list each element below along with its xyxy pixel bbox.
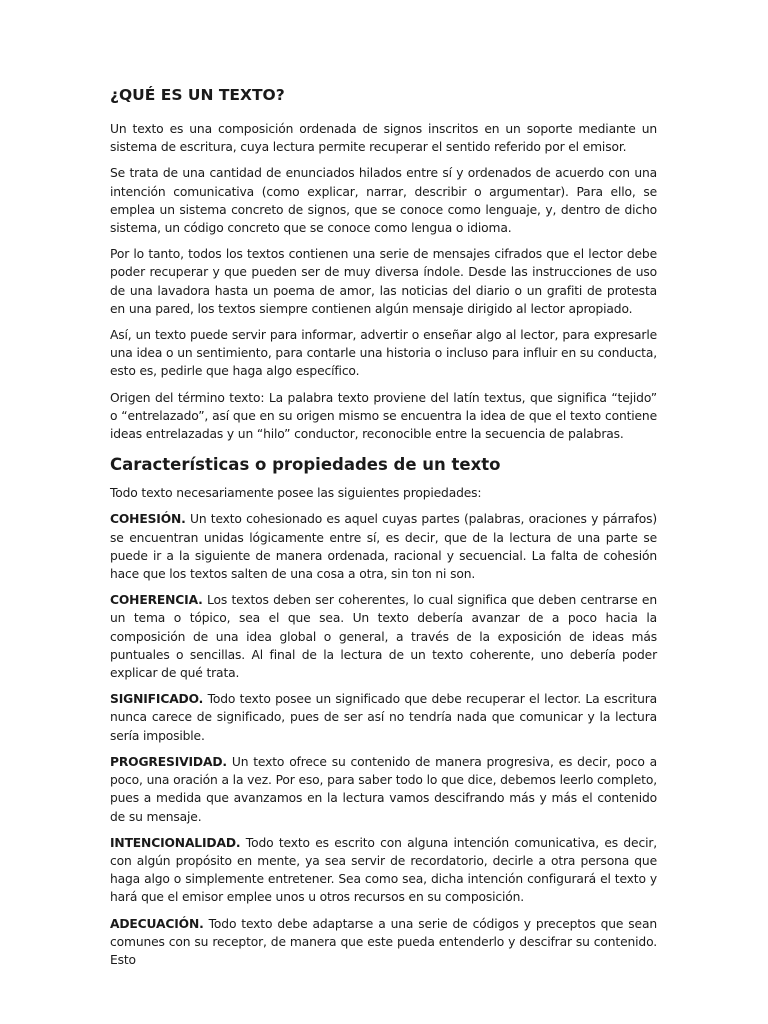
section-intro: Todo texto necesariamente posee las siguientes propiedades: (110, 486, 482, 501)
property-significado (110, 690, 657, 745)
property-description: Todo texto debe adaptarse a una serie de códigos y preceptos que sean comunes con su receptor, de manera que este pueda entenderlo y descifrar su contenido. Esto (110, 916, 657, 967)
property-term: SIGNIFICADO. (110, 692, 204, 707)
property-term: ADECUACIÓN. (110, 916, 204, 931)
property-term: COHESIÓN. (110, 512, 186, 527)
page-title: ¿QUÉ ES UN TEXTO? (110, 86, 285, 104)
property-cohesion (110, 510, 657, 583)
property-adecuacion (110, 915, 657, 970)
intro-paragraph-4: Así, un texto puede servir para informar, advertir o enseñar algo al lector, para expresarle una idea o un sentimiento, para contarle una historia o incluso para influir en su conducta, esto es, pedirle que haga algo específico. (110, 328, 657, 379)
property-term: INTENCIONALIDAD. (110, 835, 241, 850)
section-heading: Características o propiedades de un texto (110, 455, 501, 475)
property-term: COHERENCIA. (110, 593, 203, 608)
property-description: Los textos deben ser coherentes, lo cual significa que deben centrarse en un tema o tópico, sea el que sea. Un texto debería avanzar de a poco hacia la composición de una idea global o general, a través de la exposición de ideas más puntuales o sencillas. Al final de la lectura de un texto coherente, uno debería poder explicar de qué trata. (110, 593, 657, 681)
intro-paragraph-2: Se trata de una cantidad de enunciados hilados entre sí y ordenados de acuerdo con una intención comunicativa (como explicar, narrar, describir o argumentar). Para ello, se emplea un sistema concreto de signos, que se conoce como lenguaje, y, dentro de dicho sistema, un código concreto que se conoce como lengua o idioma. (110, 166, 657, 236)
property-coherencia (110, 591, 657, 682)
property-term: PROGRESIVIDAD. (110, 754, 227, 769)
origin-paragraph: Origen del término texto: La palabra texto proviene del latín textus, que significa “tejido” o “entrelazado”, así que en su origen mismo se encuentra la idea de que el texto contiene ideas entrelazadas y un “hilo” conductor, reconocible entre la secuencia de palabras. (110, 390, 657, 442)
property-description: Un texto ofrece su contenido de manera progresiva, es decir, poco a poco, una oración a la vez. Por eso, para saber todo lo que dice, debemos leerlo completo, pues a medida que avanzamos en la lectura vamos descifrando más y más el contenido de su mensaje. (110, 754, 657, 824)
intro-paragraph-3: Por lo tanto, todos los textos contienen una serie de mensajes cifrados que el lector debe poder recuperar y que pueden ser de muy diversa índole. Desde las instrucciones de uso de una lavadora hasta un poema de amor, las noticias del diario o un grafiti de protesta en una pared, los textos siempre contienen algún mensaje dirigido al lector apropiado. (110, 247, 657, 316)
property-progresividad (110, 753, 657, 826)
intro-paragraph-1: Un texto es una composición ordenada de signos inscritos en un soporte mediante un sistema de escritura, cuya lectura permite recuperar el sentido referido por el emisor. (110, 122, 657, 155)
property-intencionalidad (110, 834, 657, 907)
property-description: Todo texto es escrito con alguna intención comunicativa, es decir, con algún propósito en mente, ya sea servir de recordatorio, decirle a otra persona que haga algo o simplemente entretener. Sea como sea, dicha intención configurará el texto y hará que el emisor emplee unos u otros recursos en su composición. (110, 835, 657, 905)
property-description: Todo texto posee un significado que debe recuperar el lector. La escritura nunca carece de significado, pues de ser así no tendría nada que comunicar y la lectura sería imposible. (110, 692, 657, 743)
document-page (110, 86, 657, 977)
property-description: Un texto cohesionado es aquel cuyas partes (palabras, oraciones y párrafos) se encuentran unidas lógicamente entre sí, es decir, que de la lectura de una parte se puede ir a la siguiente de manera ordenada, racional y secuencial. La falta de cohesión hace que los textos salten de una cosa a otra, sin ton ni son. (110, 512, 657, 582)
